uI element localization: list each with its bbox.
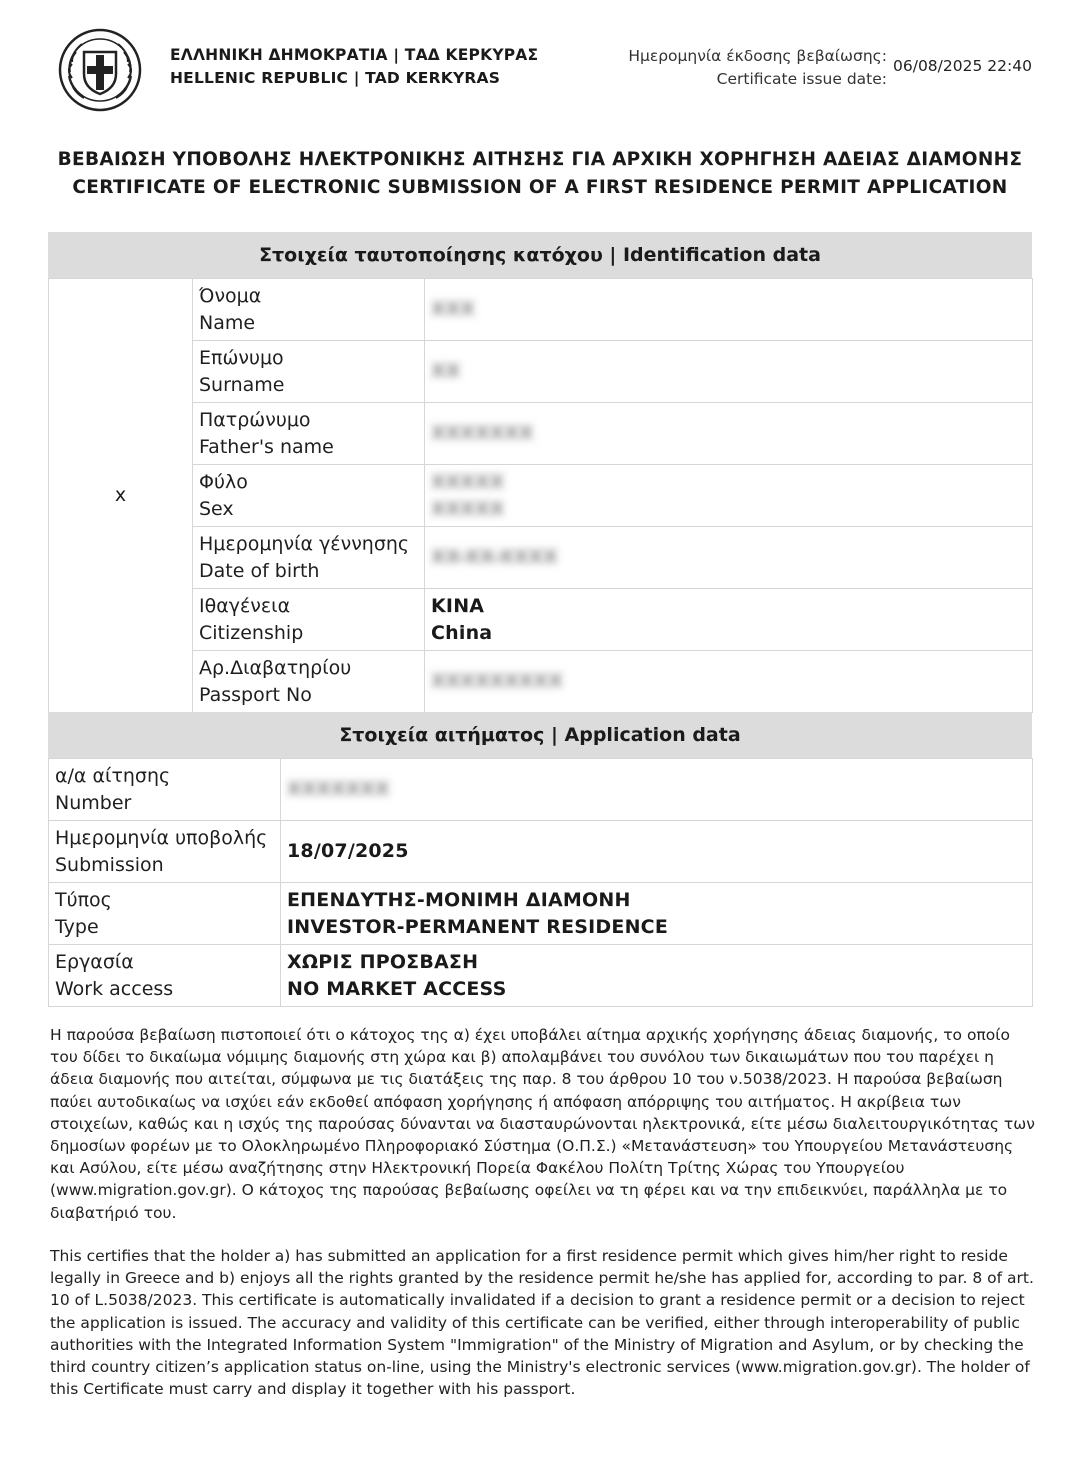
field-value-application-number: [281, 759, 1033, 821]
type-greek: ΕΠΕΝΔΥΤΗΣ-ΜΟΝΙΜΗ ΔΙΑΜΟΝΗ: [287, 888, 631, 911]
label-english: Citizenship: [199, 621, 304, 644]
field-label-sex: [193, 465, 425, 527]
label-english: Name: [199, 311, 256, 334]
title-greek: ΒΕΒΑΙΩΣΗ ΥΠΟΒΟΛΗΣ ΗΛΕΚΤΡΟΝΙΚΗΣ ΑΙΤΗΣΗΣ ΓΙΑ ΑΡΧΙΚΗ ΧΟΡΗΓΗΣΗ ΑΔΕΙΑΣ ΔΙΑΜΟΝΗΣ: [57, 149, 1023, 170]
redacted-value: XXXXXXXXX: [431, 670, 563, 692]
label-english: Work access: [55, 977, 174, 1000]
redacted-value: XX-XX-XXXX: [431, 546, 558, 568]
issuer-greek: ΕΛΛΗΝΙΚΗ ΔΗΜΟΚΡΑΤΙΑ | ΤΑΔ ΚΕΡΚΥΡΑΣ: [170, 46, 539, 64]
field-value-work-access: [281, 945, 1033, 1007]
label-greek: Φύλο: [199, 470, 248, 493]
table-row: [49, 651, 1033, 713]
submission-date: 18/07/2025: [287, 840, 409, 862]
label-english: Submission: [55, 853, 164, 876]
field-label-passport-no: [193, 651, 425, 713]
table-row: [49, 883, 1033, 945]
label-greek: Επώνυμο: [199, 346, 284, 369]
type-english: INVESTOR-PERMANENT RESIDENCE: [287, 915, 669, 938]
table-row: [49, 279, 1033, 341]
field-value-type: [281, 883, 1033, 945]
redacted-value: XXXXX: [431, 497, 505, 520]
field-label-type: [49, 883, 281, 945]
label-greek: Εργασία: [55, 950, 134, 973]
label-greek: Πατρώνυμο: [199, 408, 311, 431]
table-row: [49, 465, 1033, 527]
field-label-surname: [193, 341, 425, 403]
redacted-value: XX: [431, 360, 461, 382]
label-english: Surname: [199, 373, 285, 396]
title-english: CERTIFICATE OF ELECTRONIC SUBMISSION OF A FIRST RESIDENCE PERMIT APPLICATION: [72, 177, 1008, 198]
application-section-header: Στοιχεία αιτήματος | Application data: [48, 712, 1032, 758]
issuer-english: HELLENIC REPUBLIC | TAD KERKYRAS: [170, 69, 501, 87]
redacted-value: XXX: [431, 298, 475, 320]
table-row: [49, 821, 1033, 883]
application-table: [48, 758, 1033, 1007]
identification-table: [48, 278, 1033, 713]
table-row: [49, 341, 1033, 403]
field-value-passport-no: [425, 651, 1033, 713]
label-greek: Όνομα: [199, 284, 262, 307]
table-row: [49, 589, 1033, 651]
table-row: [49, 403, 1033, 465]
label-greek: Ημερομηνία γέννησης: [199, 532, 410, 555]
citizenship-greek: ΚΙΝΑ: [431, 594, 485, 617]
field-value-fathers-name: [425, 403, 1033, 465]
label-greek: α/α αίτησης: [55, 764, 171, 787]
label-greek: Τύπος: [55, 888, 112, 911]
photo-placeholder: x: [49, 279, 193, 713]
issue-date-value: 06/08/2025 22:40: [893, 57, 1032, 75]
label-english: Passport No: [199, 683, 312, 706]
identification-section-header: Στοιχεία ταυτοποίησης κατόχου | Identification data: [48, 232, 1032, 278]
label-greek: Ημερομηνία υποβολής: [55, 826, 268, 849]
label-english: Father's name: [199, 435, 334, 458]
table-row: [49, 527, 1033, 589]
certification-text-english: This certifies that the holder a) has submitted an application for a first residence permit which gives him/her right to reside legally in Greece and b) enjoys all the rights granted by the residence permit he/she has applied for, according to par. 8 of art. 10 of L.5038/2023. This certificate is automatically invalidated if a decision to grant a residence permit or a decision to reject the application is issued. The accuracy and validity of this certificate can be verified, either through interoperability of public authorities with the Integrated Information System "Immigration" of the Ministry of Migration and Asylum, or by checking the third country citizen’s application status on-line, using the Ministry's electronic services (www.migration.gov.gr). The holder of this Certificate must carry and display it together with his passport.: [50, 1247, 1034, 1399]
label-english: Number: [55, 791, 132, 814]
field-label-application-number: [49, 759, 281, 821]
field-value-surname: [425, 341, 1033, 403]
document-header: [0, 0, 1080, 130]
table-row: [49, 945, 1033, 1007]
redacted-value: XXXXX: [431, 470, 505, 493]
issuer: [170, 44, 538, 90]
work-access-english: NO MARKET ACCESS: [287, 977, 507, 1000]
certification-text-greek: Η παρούσα βεβαίωση πιστοποιεί ότι ο κάτοχος της α) έχει υποβάλει αίτημα αρχικής χορήγησης άδειας διαμονής, το οποίο του δίδει το δικαίωμα νόμιμης διαμονής στη χώρα και β) απολαμβάνει του συνόλου των δικαιωμάτων που του παρέχει η άδεια διαμονής που αιτείται, σύμφωνα με τις διατάξεις της παρ. 8 του άρθρου 10 του ν.5038/2023. Η παρούσα βεβαίωση παύει αυτοδικαίως να ισχύει εάν εκδοθεί απόφαση χορήγησης ή απόφαση απόρριψης του αιτήματος. Η ακρίβεια των στοιχείων, καθώς και η ισχύς της παρούσας δύνανται να διασταυρώνονται ηλεκτρονικά, είτε μέσω διαλειτουργικότητας των δημοσίων φορέων με το Ολοκληρωμένο Πληροφοριακό Σύστημα (Ο.Π.Σ.) «Μετανάστευση» του Υπουργείου Μετανάστευσης και Ασύλου, είτε μέσω αναζήτησης στην Ηλεκτρονική Πορεία Φακέλου Πολίτη Τρίτης Χώρας του Υπουργείου (www.migration.gov.gr). Ο κάτοχος της παρούσας βεβαίωσης οφείλει να τη φέρει και να την επιδεικνύει, παράλληλα με το διαβατήριό του.: [50, 1026, 1035, 1222]
work-access-greek: ΧΩΡΙΣ ΠΡΟΣΒΑΣΗ: [287, 950, 479, 973]
issue-date-label-english: Certificate issue date:: [716, 70, 887, 88]
label-english: Type: [55, 915, 99, 938]
field-value-name: [425, 279, 1033, 341]
citizenship-english: China: [431, 621, 493, 644]
issue-date-labels: [628, 45, 887, 91]
label-english: Date of birth: [199, 559, 320, 582]
field-value-submission: [281, 821, 1033, 883]
label-english: Sex: [199, 497, 234, 520]
field-value-date-of-birth: [425, 527, 1033, 589]
table-row: [49, 759, 1033, 821]
hellenic-republic-seal-icon: [58, 28, 142, 112]
redacted-value: XXXXXXX: [431, 422, 534, 444]
field-value-citizenship: [425, 589, 1033, 651]
field-label-fathers-name: [193, 403, 425, 465]
field-label-citizenship: [193, 589, 425, 651]
label-greek: Αρ.Διαβατηρίου: [199, 656, 352, 679]
field-label-name: [193, 279, 425, 341]
issue-date-label-greek: Ημερομηνία έκδοσης βεβαίωσης:: [628, 47, 887, 65]
field-label-work-access: [49, 945, 281, 1007]
label-greek: Ιθαγένεια: [199, 594, 291, 617]
redacted-value: XXXXXXX: [287, 778, 390, 800]
field-value-sex: [425, 465, 1033, 527]
field-label-date-of-birth: [193, 527, 425, 589]
document-title: [0, 146, 1080, 202]
field-label-submission: [49, 821, 281, 883]
